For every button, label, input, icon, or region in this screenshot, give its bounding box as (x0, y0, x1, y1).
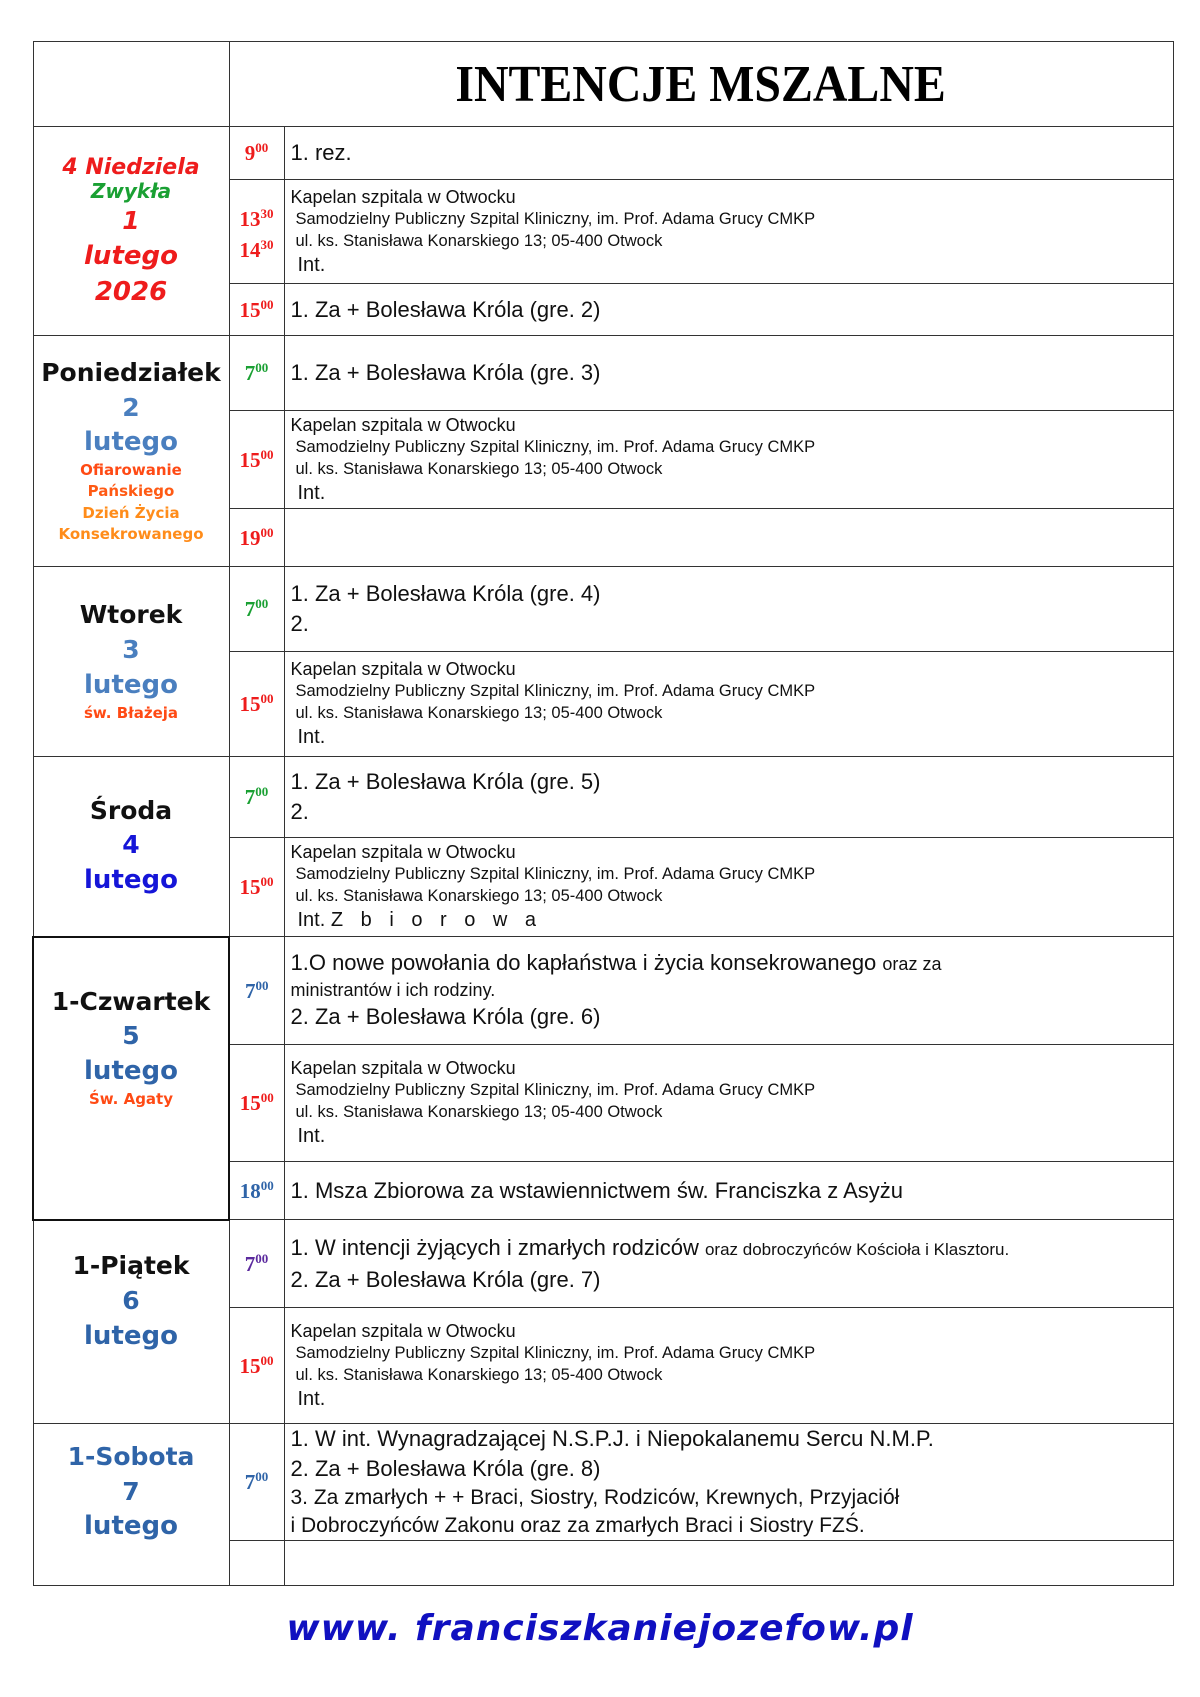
hospital-name: Samodzielny Publiczny Szpital Kliniczny, im. Prof. Adama Grucy CMKP (295, 1081, 816, 1099)
day-name: Wtorek (79, 600, 183, 630)
intention-int: Int. (297, 481, 326, 504)
title-cell (229, 42, 1173, 127)
intention-int: Int. Z b i o r o w a (297, 909, 543, 931)
day-month: lutego (84, 427, 178, 458)
title-blank-cell (33, 42, 229, 127)
day-month: lutego (84, 669, 178, 700)
intention-int: Int. (297, 1387, 326, 1410)
intention-cell (284, 336, 1173, 411)
mass-time: $7^{00}$ (229, 567, 284, 652)
website-url[interactable]: www. franciszkaniejozefow.pl (286, 1608, 914, 1649)
hospital-name: Samodzielny Publiczny Szpital Kliniczny, im. Prof. Adama Grucy CMKP (295, 682, 816, 700)
intention-cell (284, 567, 1173, 652)
intention-line: 1. W intencji żyjących i zmarłych rodziców oraz dobroczyńców Kościoła i Klasztoru. (290, 1234, 1010, 1260)
day-number: 2 (122, 392, 140, 422)
mass-time: $15^{00}$ (229, 1045, 284, 1162)
intention-line: 1. Za + Bolesława Króla (gre. 4) (290, 581, 601, 606)
day-month: lutego (84, 1320, 178, 1351)
mass-time: $15^{00}$ (229, 411, 284, 509)
intention-cell (284, 284, 1173, 336)
day-subtitle: Zwykła (90, 178, 172, 203)
intention-line: 1. Za + Bolesława Króla (gre. 2) (290, 296, 601, 322)
table-row (33, 757, 1173, 838)
mass-time: $15^{00}$ (229, 1308, 284, 1424)
mass-time: $15^{00}$ (229, 284, 284, 336)
feast-note: Konsekrowanego (58, 524, 204, 543)
table-row (33, 937, 1173, 1045)
mass-time: $7^{00}$ (229, 757, 284, 838)
day-cell-friday (33, 1220, 229, 1424)
intention-line: 1. Za + Bolesława Króla (gre. 3) (290, 360, 601, 385)
intention-int: Int. (297, 726, 326, 748)
day-number: 7 (122, 1476, 140, 1506)
intention-line: 1. Za + Bolesława Króla (gre. 5) (290, 769, 601, 794)
chaplain-intention-cell (284, 838, 1173, 937)
day-number: 4 (122, 830, 140, 860)
day-number: 6 (122, 1285, 140, 1315)
chaplain-title: Kapelan szpitala w Otwocku (290, 1320, 516, 1341)
hospital-address: ul. ks. Stanisława Konarskiego 13; 05-400 Otwock (295, 1103, 663, 1121)
mass-time: $15^{00}$ (229, 652, 284, 757)
intention-line: 2. (290, 611, 309, 636)
day-month: lutego (84, 1056, 178, 1087)
chaplain-intention-cell (284, 1045, 1173, 1162)
feast-note: Ofiarowanie (80, 461, 182, 480)
day-name: 1-Piątek (72, 1251, 190, 1281)
feast-note: św. Błażeja (83, 703, 179, 722)
hospital-address: ul. ks. Stanisława Konarskiego 13; 05-400 Otwock (295, 459, 663, 478)
day-number: 1 (122, 205, 140, 235)
hospital-name: Samodzielny Publiczny Szpital Kliniczny, im. Prof. Adama Grucy CMKP (295, 209, 816, 228)
chaplain-intention-cell (284, 1308, 1173, 1424)
mass-time: $7^{00}$ (229, 1424, 284, 1541)
chaplain-title: Kapelan szpitala w Otwocku (290, 842, 516, 862)
mass-time: $9^{00}$ (229, 127, 284, 180)
intention-line: 1. Msza Zbiorowa za wstawiennictwem św. Franciszka z Asyżu (290, 1177, 904, 1203)
intention-cell-empty (284, 1541, 1173, 1586)
mass-time: $7^{00}$ (229, 937, 284, 1045)
chaplain-intention-cell (284, 180, 1173, 284)
day-name: Środa (89, 795, 173, 825)
hospital-address: ul. ks. Stanisława Konarskiego 13; 05-400 Otwock (295, 1365, 663, 1384)
day-cell-monday (33, 336, 229, 567)
mass-time: $18^{00}$ (229, 1162, 284, 1220)
page-title: INTENCJE MSZALNE (455, 55, 947, 113)
mass-time-empty (229, 1541, 284, 1586)
intention-line: 2. Za + Bolesława Króla (gre. 6) (290, 1004, 601, 1029)
day-number: 5 (122, 1021, 140, 1051)
feast-note: Dzień Życia (82, 503, 180, 522)
intention-line: 3. Za zmarłych + + Braci, Siostry, Rodziców, Krewnych, Przyjaciół (290, 1486, 900, 1509)
chaplain-intention-cell (284, 411, 1173, 509)
day-cell-thursday (33, 937, 229, 1220)
feast-note: Św. Agaty (88, 1090, 174, 1109)
day-name: Poniedziałek (41, 357, 221, 387)
day-month: lutego (84, 865, 178, 896)
chaplain-title: Kapelan szpitala w Otwocku (290, 414, 516, 435)
feast-note: Pańskiego (87, 482, 175, 501)
table-row (33, 127, 1173, 180)
intention-cell-empty (284, 509, 1173, 567)
intention-cell (284, 1220, 1173, 1308)
chaplain-intention-cell (284, 652, 1173, 757)
intention-line: 1. rez. (290, 140, 352, 165)
day-number: 3 (122, 634, 140, 664)
chaplain-title: Kapelan szpitala w Otwocku (290, 1058, 516, 1078)
hospital-name: Samodzielny Publiczny Szpital Kliniczny, im. Prof. Adama Grucy CMKP (295, 865, 816, 883)
day-cell-tuesday (33, 567, 229, 757)
intentions-table (32, 41, 1174, 1586)
hospital-name: Samodzielny Publiczny Szpital Kliniczny, im. Prof. Adama Grucy CMKP (295, 1343, 816, 1362)
day-month: lutego (84, 1511, 178, 1542)
intentions-sheet (32, 41, 1172, 1586)
day-name: 4 Niedziela (62, 154, 200, 180)
mass-time: $19^{00}$ (229, 509, 284, 567)
hospital-address: ul. ks. Stanisława Konarskiego 13; 05-400 Otwock (295, 887, 663, 905)
day-cell-sunday (33, 127, 229, 336)
intention-cell (284, 1162, 1173, 1220)
day-name: 1-Czwartek (51, 986, 211, 1016)
intention-line: 2. Za + Bolesława Króla (gre. 8) (290, 1456, 601, 1481)
intention-line: ministrantów i ich rodziny. (290, 980, 496, 1000)
intention-cell (284, 127, 1173, 180)
title-row (33, 42, 1173, 127)
intention-cell (284, 1424, 1173, 1541)
intention-line: 1. W int. Wynagradzającej N.S.P.J. i Niepokalanemu Sercu N.M.P. (290, 1426, 934, 1451)
chaplain-title: Kapelan szpitala w Otwocku (290, 659, 516, 679)
table-row (33, 1424, 1173, 1541)
intention-line: i Dobroczyńców Zakonu oraz za zmarłych Braci i Siostry FZŚ. (290, 1514, 865, 1537)
hospital-name: Samodzielny Publiczny Szpital Kliniczny, im. Prof. Adama Grucy CMKP (295, 437, 816, 456)
day-name: 1-Sobota (67, 1441, 195, 1471)
table-row (33, 336, 1173, 411)
mass-time: $13^{30}$ $14^{30}$ (229, 180, 284, 284)
chaplain-title: Kapelan szpitala w Otwocku (290, 186, 516, 207)
mass-time: $15^{00}$ (229, 838, 284, 937)
intention-line: 1.O nowe powołania do kapłaństwa i życia konsekrowanego oraz za (290, 950, 942, 975)
day-month: lutego (84, 240, 178, 271)
intention-int: Int. (297, 253, 326, 276)
intention-cell (284, 937, 1173, 1045)
day-year: 2026 (94, 276, 168, 307)
intention-int: Int. (297, 1125, 326, 1147)
mass-time: $7^{00}$ (229, 1220, 284, 1308)
mass-time: $7^{00}$ (229, 336, 284, 411)
intention-line: 2. Za + Bolesława Króla (gre. 7) (290, 1266, 601, 1292)
day-cell-wednesday (33, 757, 229, 937)
table-row (33, 567, 1173, 652)
table-row (33, 1220, 1173, 1308)
intention-line: 2. (290, 799, 309, 824)
hospital-address: ul. ks. Stanisława Konarskiego 13; 05-400 Otwock (295, 704, 663, 722)
day-cell-saturday (33, 1424, 229, 1586)
hospital-address: ul. ks. Stanisława Konarskiego 13; 05-400 Otwock (295, 231, 663, 250)
intention-cell (284, 757, 1173, 838)
intention-collective: Z b i o r o w a (330, 909, 543, 931)
